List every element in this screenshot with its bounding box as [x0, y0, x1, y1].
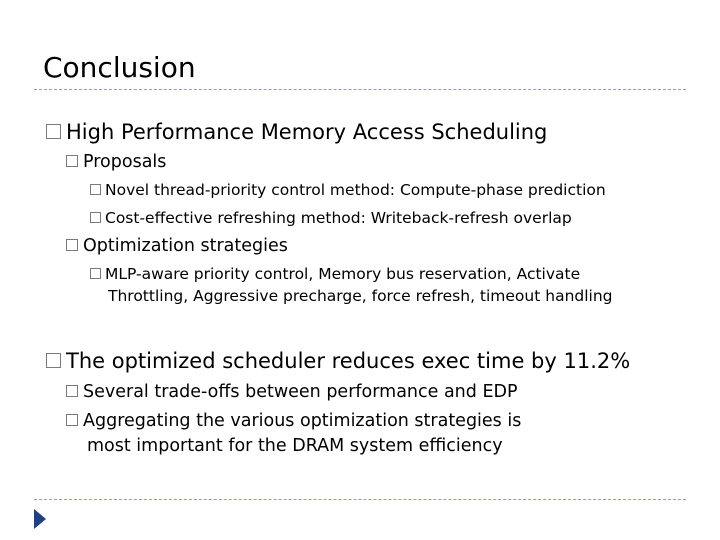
- bullet-square-icon: [66, 155, 78, 167]
- bullet-text: High Performance Memory Access Scheduling: [66, 120, 548, 144]
- bullet-square-icon: [90, 268, 101, 279]
- bullet-trade-offs: [66, 381, 518, 403]
- bullet-high-performance: [46, 119, 547, 145]
- bullet-text-line2: most important for the DRAM system efficiency: [87, 436, 503, 456]
- bullet-square-icon: [46, 353, 61, 368]
- slide-title: Conclusion: [43, 51, 196, 84]
- bullet-text: The optimized scheduler reduces exec time by 11.2%: [66, 349, 631, 373]
- bullet-square-icon: [90, 212, 101, 223]
- next-slide-arrow-icon[interactable]: [34, 509, 46, 529]
- bullet-mlp-aware-continuation: [108, 285, 613, 307]
- bullet-square-icon: [66, 414, 78, 426]
- bullet-text-line1: Aggregating the various optimization strategies is: [83, 411, 522, 431]
- bullet-optimization-strategies: [66, 235, 288, 257]
- bullet-novel-thread-priority: [90, 179, 606, 201]
- title-divider: [34, 89, 686, 90]
- footer-divider: [34, 499, 686, 500]
- bullet-aggregating: [66, 410, 521, 432]
- bullet-text: Optimization strategies: [83, 236, 288, 256]
- bullet-text-line2: Throttling, Aggressive precharge, force refresh, timeout handling: [108, 287, 613, 305]
- bullet-aggregating-continuation: [87, 435, 503, 457]
- bullet-text: Novel thread-priority control method: Compute-phase prediction: [105, 181, 606, 199]
- bullet-cost-effective-refresh: [90, 207, 572, 229]
- bullet-text: Cost-effective refreshing method: Writeback-refresh overlap: [105, 209, 572, 227]
- bullet-square-icon: [66, 385, 78, 397]
- bullet-square-icon: [66, 239, 78, 251]
- bullet-square-icon: [46, 124, 61, 139]
- bullet-text: Proposals: [83, 152, 167, 172]
- bullet-mlp-aware: [90, 263, 580, 285]
- bullet-square-icon: [90, 184, 101, 195]
- bullet-text-line1: MLP-aware priority control, Memory bus reservation, Activate: [105, 265, 581, 283]
- bullet-proposals: [66, 151, 166, 173]
- bullet-text: Several trade-offs between performance and EDP: [83, 382, 518, 402]
- bullet-optimized-scheduler: [46, 348, 630, 374]
